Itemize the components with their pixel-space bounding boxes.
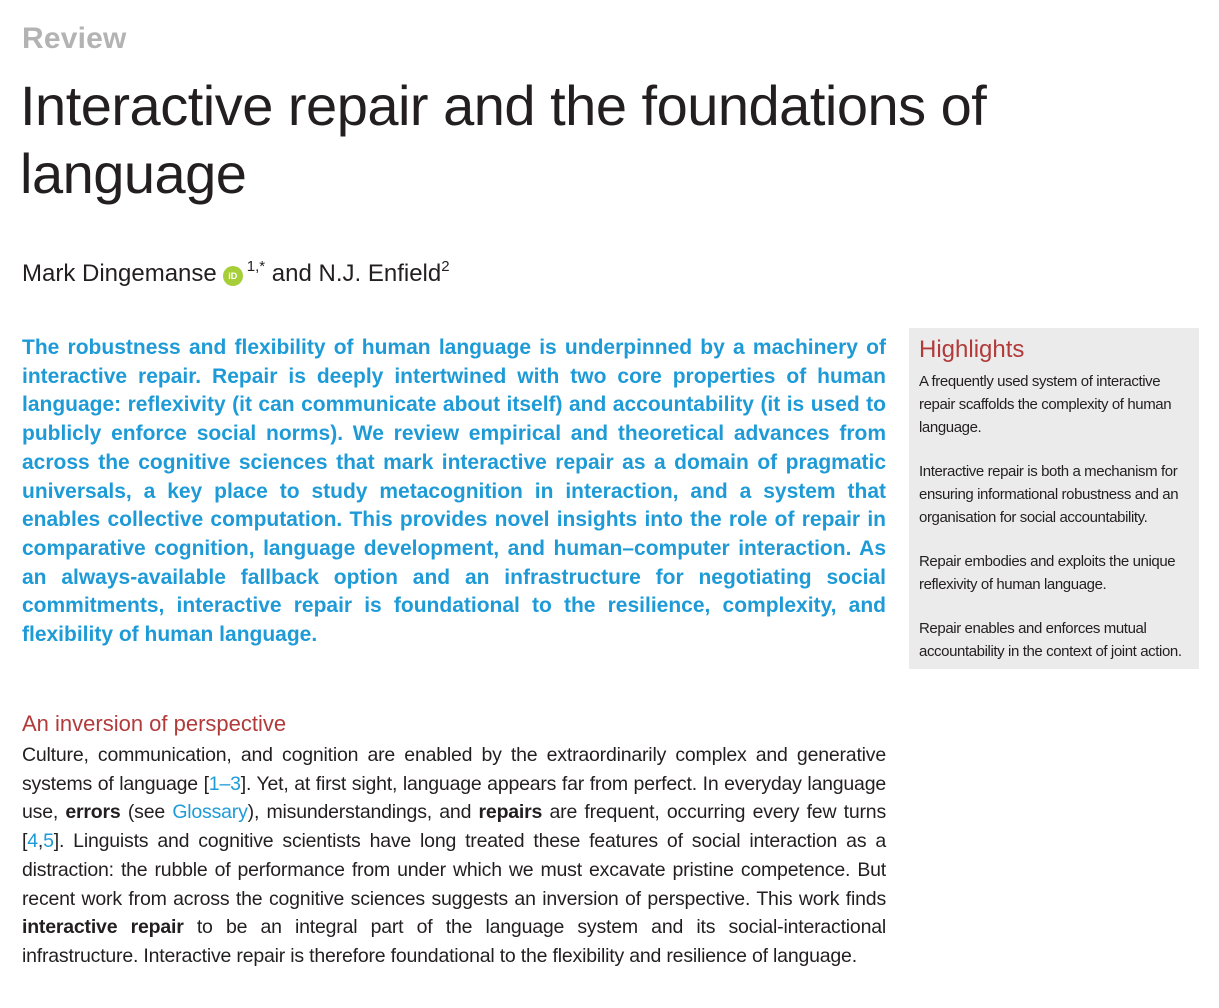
body-text-segment: Culture, communication, and cognition are enabled by the extraordinarily complex and generative systems of language [ xyxy=(22,744,886,795)
highlights-title: Highlights xyxy=(919,336,1025,363)
citation-link[interactable]: 5 xyxy=(43,830,54,853)
highlight-item: Interactive repair is both a mechanism for ensuring informational robustness and an organisation for social accountability. xyxy=(919,463,1179,526)
section-heading: An inversion of perspective xyxy=(22,711,287,736)
highlights-box xyxy=(909,328,1199,669)
author-name[interactable]: N.J. Enfield xyxy=(318,260,442,287)
highlight-item: Repair enables and enforces mutual accountability in the context of joint action. xyxy=(919,620,1182,660)
citation-link[interactable]: 4 xyxy=(27,830,38,853)
body-text-segment: (see xyxy=(120,801,173,824)
citation-link[interactable]: 1–3 xyxy=(208,772,241,795)
author-line xyxy=(22,258,450,288)
abstract: The robustness and flexibility of human language is underpinned by a machinery of interactive repair. Repair is deeply intertwined with two core properties of human language: reflexivity (it can communicate about itself) and accountability (it is used to publicly enforce social norms). We review empirical and theoretical advances from across the cognitive sciences that mark interactive repair as a domain of pragmatic universals, a key place to study metacognition in interaction, and a system that enables collective computation. This provides novel insights into the role of repair in comparative cognition, language development, and human–computer interaction. As an always-available fallback option and an infrastructure for negotiating social commitments, interactive repair is foundational to the resilience, complexity, and flexibility of human language. xyxy=(22,336,886,647)
glossary-term: interactive repair xyxy=(22,916,184,939)
body-text-segment: ), misunderstandings, and xyxy=(247,801,479,824)
glossary-link[interactable]: Glossary xyxy=(172,801,248,824)
body-text-segment: ]. Yet, at first sight, language appears far from perfect. In everyday language use, xyxy=(22,772,886,824)
highlight-item: Repair embodies and exploits the unique reflexivity of human language. xyxy=(919,553,1176,593)
body-text-segment: , xyxy=(37,830,44,853)
body-paragraph xyxy=(22,741,886,971)
highlight-item: A frequently used system of interactive repair scaffolds the complexity of human language. xyxy=(919,373,1172,436)
glossary-term: errors xyxy=(65,801,121,824)
affiliation-marker[interactable]: 1,* xyxy=(246,258,266,275)
affiliation-marker[interactable]: 2 xyxy=(441,258,450,275)
author-name[interactable]: Mark Dingemanse xyxy=(22,260,217,287)
orcid-icon[interactable]: iD xyxy=(223,266,243,286)
article-title: Interactive repair and the foundations of language xyxy=(20,74,987,205)
glossary-term: repairs xyxy=(478,801,543,824)
body-text-segment: to be an integral part of the language system and its social-interactional infrastructure. Interactive repair is therefore foundational to the flexibility and resilience of language. xyxy=(22,916,886,967)
article-type-label: Review xyxy=(22,22,127,55)
body-text-segment: are frequent, occurring every few turns [ xyxy=(22,801,886,853)
body-text-segment: ]. Linguists and cognitive scientists have long treated these features of social interaction as a distraction: the rubble of performance from under which we must excavate pristine competence. But recent work from across the cognitive sciences suggests an inversion of perspective. This work finds xyxy=(22,830,886,910)
author-conjunction: and xyxy=(271,260,312,287)
